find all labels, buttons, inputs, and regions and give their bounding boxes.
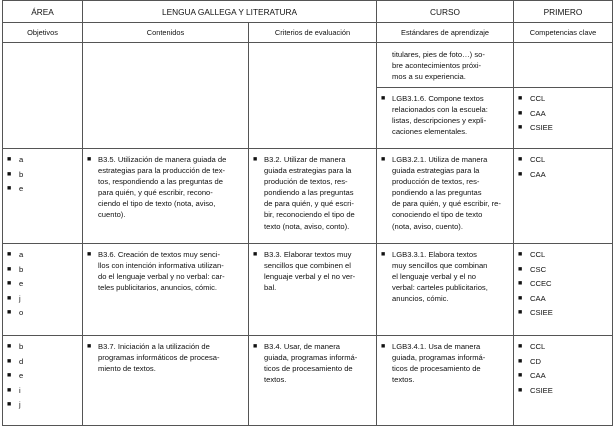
- list-item-label: CCL: [530, 155, 546, 164]
- list-item-label: b: [19, 342, 24, 351]
- bullet-icon: ■: [7, 372, 12, 379]
- bullet-icon: ■: [381, 251, 386, 258]
- contenidos-cell: [83, 336, 249, 426]
- list-item-label: CSIEE: [530, 123, 553, 132]
- text-line: conociendo el tipo de texto: [392, 210, 483, 220]
- text-line: LGB3.4.1. Usa de manera: [392, 342, 481, 351]
- contenidos-cell: [83, 43, 249, 149]
- bullet-icon: ■: [518, 124, 523, 131]
- text-line: B3.3. Elaborar textos muy: [264, 250, 352, 259]
- text-line: teles publicitarios, anuncios, cómic.: [98, 283, 218, 293]
- list-item-label: CD: [530, 356, 541, 366]
- standard-cell: [377, 88, 514, 149]
- list-item-label: CAA: [530, 293, 546, 303]
- text-line: guiada, programas informá-: [392, 353, 486, 363]
- list-item-label: o: [19, 308, 24, 317]
- bullet-icon: ■: [518, 386, 523, 394]
- standard-text: [392, 49, 507, 82]
- competencias-cell: [514, 43, 613, 88]
- list-item: [7, 183, 82, 198]
- list-item: [7, 293, 82, 308]
- text-line: LGB3.2.1. Utiliza de manera: [392, 155, 488, 164]
- list-item-label: CAA: [530, 371, 546, 380]
- list-item: [518, 169, 612, 184]
- list-item-label: CAA: [530, 169, 546, 179]
- text-line: producción de textos, res-: [392, 177, 480, 187]
- text-line: programas informáticos de procesa-: [98, 353, 220, 363]
- bullet-icon: ■: [381, 95, 386, 102]
- bullet-icon: ■: [87, 343, 92, 350]
- subject-title: LENGUA GALLEGA Y LITERATURA: [83, 1, 377, 23]
- list-item: [518, 278, 612, 293]
- header-row: [3, 1, 613, 23]
- text-line: ciendo el tipo de texto (nota, aviso,: [98, 199, 216, 209]
- standard-cell: [377, 336, 514, 426]
- content-text: [98, 341, 242, 374]
- list-item: [7, 264, 82, 279]
- content-text: [98, 154, 242, 221]
- list-item: [518, 154, 612, 169]
- bullet-icon: ■: [518, 265, 523, 273]
- text-line: lenguaje verbal y el no ver-: [264, 272, 356, 282]
- list-item: [7, 356, 82, 371]
- text-line: ticos de procesamiento de: [392, 364, 481, 374]
- bullet-icon: ■: [518, 156, 523, 163]
- standard-cell: [377, 43, 514, 88]
- list-item: [518, 108, 612, 123]
- competencias-cell: [514, 244, 613, 336]
- text-line: tos, respondiendo a las preguntas de: [98, 177, 223, 187]
- text-line: relacionados con la escuela:: [392, 105, 488, 115]
- list-item: [7, 399, 82, 414]
- text-line: LGB3.3.1. Elabora textos: [392, 250, 477, 259]
- col-competencias: Competencias clave: [514, 23, 613, 43]
- bullet-icon: ■: [518, 251, 523, 258]
- standard-text: [392, 93, 507, 137]
- bullet-icon: ■: [7, 401, 12, 408]
- list-item-label: e: [19, 279, 24, 288]
- text-line: de para quién, y qué escribir, re-: [392, 199, 501, 209]
- table-row: [3, 336, 613, 426]
- text-line: de para quién, y qué escri-: [264, 199, 354, 209]
- text-line: produción de textos, res-: [264, 177, 348, 187]
- text-line: pondiendo a las preguntas: [392, 188, 482, 198]
- text-line: B3.2. Utilizar de manera: [264, 155, 346, 164]
- course-value: PRIMERO: [514, 1, 613, 23]
- text-line: el lenguaje verbal y el no: [392, 272, 477, 282]
- list-item-label: e: [19, 371, 24, 380]
- text-line: ticos de procesamiento de: [264, 364, 353, 374]
- objetivos-cell: [3, 43, 83, 149]
- bullet-icon: ■: [253, 156, 258, 163]
- list-item: [7, 249, 82, 264]
- bullet-icon: ■: [7, 309, 12, 316]
- col-contenidos: Contenidos: [83, 23, 249, 43]
- curriculum-table: [2, 0, 613, 426]
- col-objetivos: Objetivos: [3, 23, 83, 43]
- text-line: LGB3.1.6. Compone textos: [392, 94, 484, 103]
- text-line: guiada, programas informá-: [264, 353, 358, 363]
- text-line: anuncios, cómic.: [392, 294, 449, 304]
- bullet-icon: ■: [7, 251, 12, 258]
- standard-text: [392, 341, 507, 385]
- list-item: [518, 293, 612, 308]
- standard-text: [392, 154, 507, 232]
- text-line: B3.5. Utilización de manera guiada de: [98, 155, 227, 164]
- text-line: texto (nota, aviso, conto).: [264, 221, 350, 231]
- criteria-text: [264, 341, 370, 385]
- bullet-icon: ■: [518, 309, 523, 316]
- col-estandares: Estándares de aprendizaje: [377, 23, 514, 43]
- text-line: cuento).: [98, 210, 126, 220]
- text-line: verbal: carteles publicitarios,: [392, 283, 488, 293]
- criteria-text: [264, 154, 370, 232]
- list-item-label: CSC: [530, 264, 547, 274]
- text-line: titulares, pies de foto…) so-: [392, 50, 485, 59]
- list-item-label: CCL: [530, 250, 546, 259]
- text-line: mos a su experiencia.: [392, 72, 466, 82]
- course-label: CURSO: [377, 1, 514, 23]
- text-line: caciones elementales.: [392, 127, 468, 137]
- bullet-icon: ■: [7, 170, 12, 178]
- objetivos-cell: [3, 336, 83, 426]
- list-item-label: CSIEE: [530, 385, 553, 395]
- text-line: para quién, y qué escribir, recono-: [98, 188, 213, 198]
- column-header-row: [3, 23, 613, 43]
- criteria-text: [264, 249, 370, 293]
- list-item: [518, 249, 612, 264]
- list-item: [7, 385, 82, 400]
- text-line: B3.7. Iniciación a la utilización de: [98, 342, 210, 351]
- list-item: [518, 356, 612, 371]
- text-line: bre acontecimientos próxi-: [392, 61, 482, 71]
- table-row: [3, 244, 613, 336]
- list-item: [518, 93, 612, 108]
- list-item-label: a: [19, 250, 24, 259]
- text-line: guiada estrategias para la: [392, 166, 480, 176]
- list-item: [7, 154, 82, 169]
- bullet-icon: ■: [87, 156, 92, 163]
- list-item: [7, 169, 82, 184]
- competencias-cell: [514, 149, 613, 244]
- list-item: [518, 122, 612, 137]
- list-item: [518, 341, 612, 356]
- text-line: textos.: [264, 375, 287, 385]
- list-item: [7, 370, 82, 385]
- bullet-icon: ■: [381, 156, 386, 163]
- bullet-icon: ■: [518, 343, 523, 350]
- list-item: [518, 370, 612, 385]
- bullet-icon: ■: [7, 294, 12, 302]
- list-item-label: CCL: [530, 342, 546, 351]
- text-line: miento de textos.: [98, 364, 156, 374]
- bullet-icon: ■: [381, 343, 386, 350]
- text-line: guiada estrategias para la: [264, 166, 352, 176]
- bullet-icon: ■: [7, 357, 12, 365]
- table-row: [3, 43, 613, 88]
- criterios-cell: [249, 336, 377, 426]
- bullet-icon: ■: [518, 95, 523, 102]
- bullet-icon: ■: [7, 386, 12, 394]
- bullet-icon: ■: [7, 265, 12, 273]
- text-line: estrategias para la producción de tex-: [98, 166, 226, 176]
- competencias-cell: [514, 336, 613, 426]
- table-row: [3, 149, 613, 244]
- bullet-icon: ■: [87, 251, 92, 258]
- contenidos-cell: [83, 244, 249, 336]
- list-item: [518, 264, 612, 279]
- text-line: B3.4. Usar, de manera: [264, 342, 340, 351]
- criterios-cell: [249, 244, 377, 336]
- criterios-cell: [249, 43, 377, 149]
- objetivos-cell: [3, 244, 83, 336]
- list-item-label: i: [19, 385, 21, 395]
- area-label: ÁREA: [3, 1, 83, 23]
- bullet-icon: ■: [7, 185, 12, 192]
- text-line: sencillos que combinen el: [264, 261, 351, 271]
- standard-cell: [377, 149, 514, 244]
- col-criterios: Criterios de evaluación: [249, 23, 377, 43]
- text-line: bal.: [264, 283, 277, 293]
- contenidos-cell: [83, 149, 249, 244]
- bullet-icon: ■: [518, 294, 523, 302]
- bullet-icon: ■: [518, 357, 523, 365]
- list-item-label: CCL: [530, 94, 546, 103]
- list-item: [518, 385, 612, 400]
- text-line: llos con intención informativa utilizan-: [98, 261, 224, 271]
- list-item-label: CAA: [530, 108, 546, 118]
- text-line: B3.6. Creación de textos muy senci-: [98, 250, 220, 259]
- content-text: [98, 249, 242, 293]
- competencias-cell: [514, 88, 613, 149]
- objetivos-cell: [3, 149, 83, 244]
- bullet-icon: ■: [7, 156, 12, 163]
- list-item-label: e: [19, 184, 24, 193]
- bullet-icon: ■: [518, 280, 523, 287]
- bullet-icon: ■: [7, 343, 12, 350]
- list-item-label: CSIEE: [530, 308, 553, 317]
- text-line: muy sencillos que combinan: [392, 261, 488, 271]
- bullet-icon: ■: [253, 251, 258, 258]
- list-item-label: d: [19, 356, 24, 366]
- list-item-label: b: [19, 264, 24, 274]
- list-item-label: a: [19, 155, 24, 164]
- list-item: [7, 278, 82, 293]
- list-item-label: b: [19, 169, 24, 179]
- text-line: listas, descripciones y expli-: [392, 116, 487, 126]
- standard-text: [392, 249, 507, 304]
- bullet-icon: ■: [518, 109, 523, 117]
- bullet-icon: ■: [518, 372, 523, 379]
- text-line: do el lenguaje verbal y no verbal: car-: [98, 272, 225, 282]
- list-item-label: CCEC: [530, 279, 552, 288]
- list-item: [7, 341, 82, 356]
- list-item: [7, 307, 82, 322]
- list-item: [518, 307, 612, 322]
- text-line: pondiendo a las preguntas: [264, 188, 354, 198]
- bullet-icon: ■: [518, 170, 523, 178]
- standard-cell: [377, 244, 514, 336]
- text-line: (nota, aviso, cuento).: [392, 221, 463, 231]
- bullet-icon: ■: [253, 343, 258, 350]
- text-line: textos.: [392, 375, 415, 385]
- bullet-icon: ■: [7, 280, 12, 287]
- list-item-label: j: [19, 400, 21, 409]
- criterios-cell: [249, 149, 377, 244]
- list-item-label: j: [19, 293, 21, 303]
- text-line: bir, reconociendo el tipo de: [264, 210, 355, 220]
